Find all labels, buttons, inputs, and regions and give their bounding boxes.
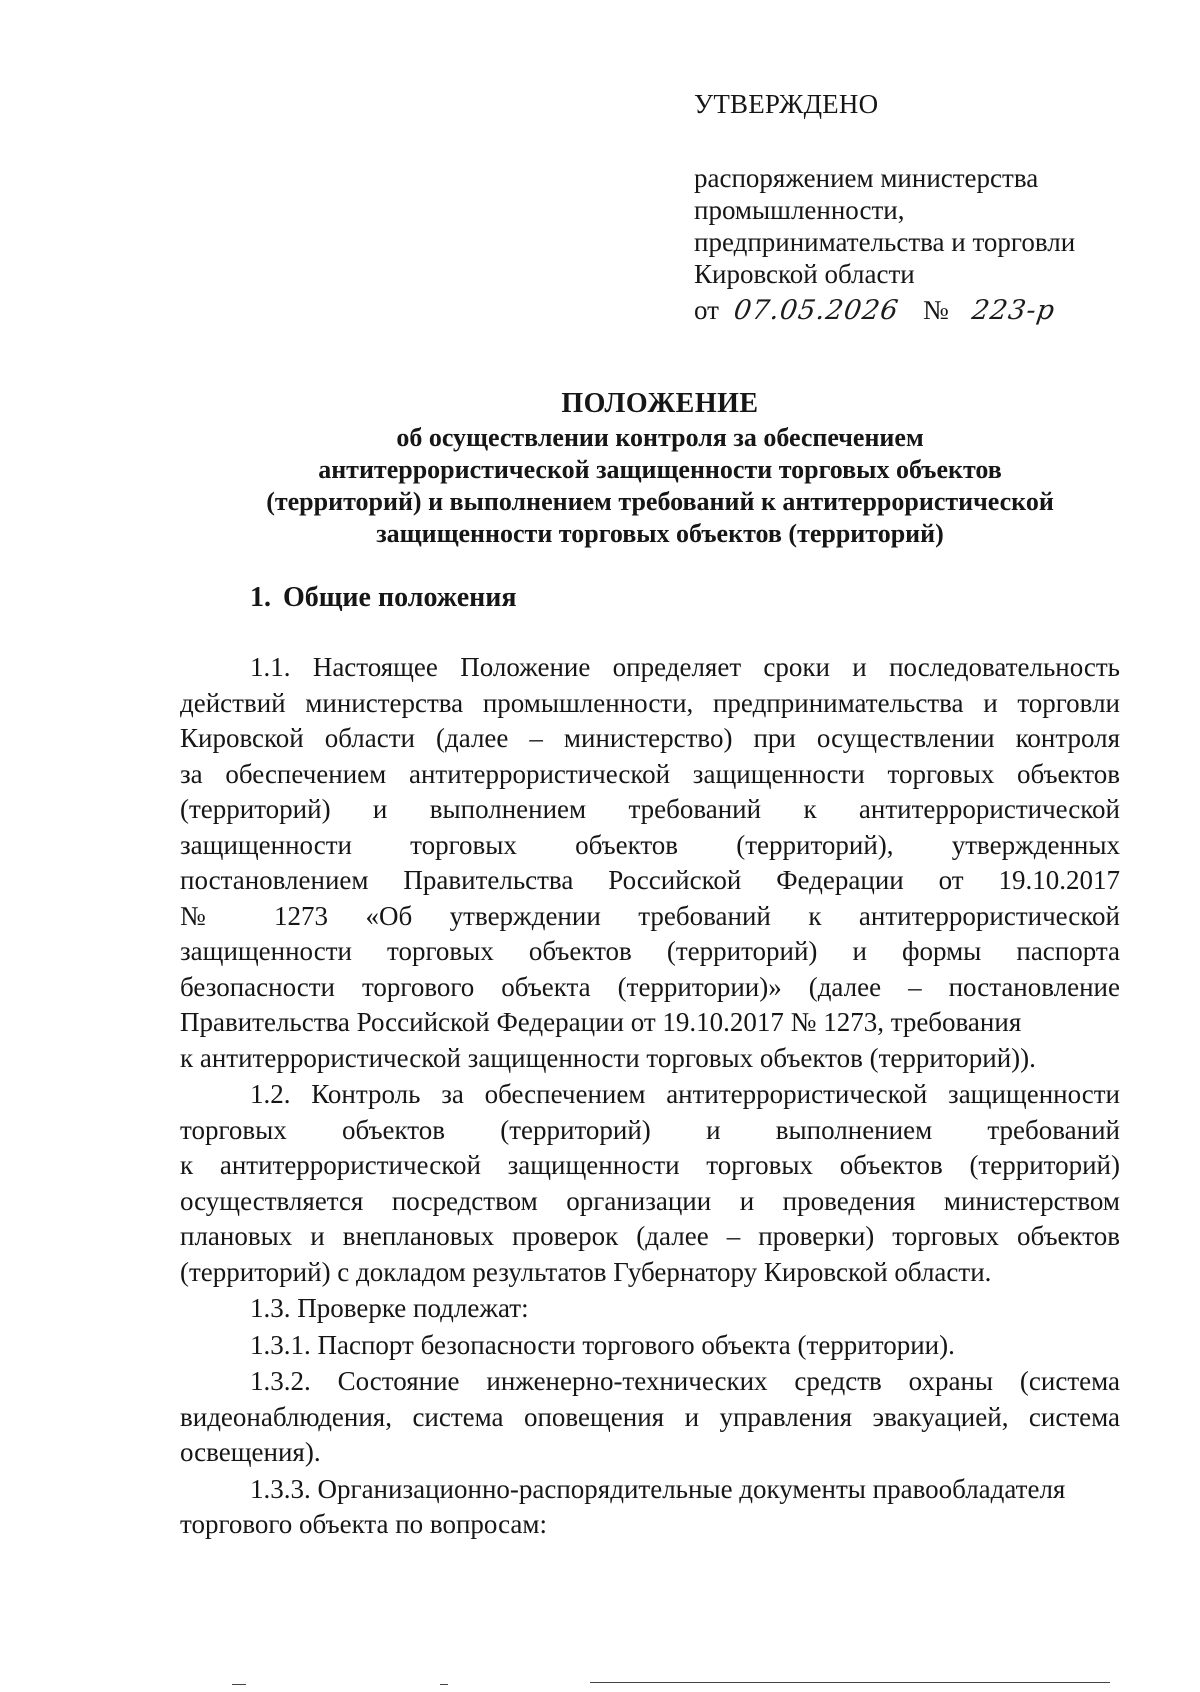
paragraph-1-2 bbox=[180, 1077, 1120, 1290]
text-line: 1.3.3. Организационно-распорядительные документы правообладателя bbox=[250, 1473, 1066, 1504]
approval-date-line bbox=[694, 290, 1154, 331]
document-title: ПОЛОЖЕНИЕ bbox=[561, 388, 759, 419]
scan-artifact bbox=[590, 1682, 1110, 1683]
body-text bbox=[180, 650, 1120, 1544]
date-prefix: от bbox=[694, 295, 719, 325]
approval-line: распоряжением министерства bbox=[694, 163, 1039, 193]
approval-line: предпринимательства и торговли bbox=[694, 227, 1076, 257]
text-line: Правительства Российской Федерации от 19.10.2017 № 1273, требования bbox=[180, 1007, 1022, 1037]
paragraph-1-3 bbox=[180, 1291, 1120, 1327]
scan-artifact bbox=[440, 1684, 448, 1685]
number-sign: № bbox=[923, 295, 949, 325]
text-line: 1.3.1. Паспорт безопасности торгового объекта (территории). bbox=[250, 1329, 955, 1360]
subtitle-line: (территорий) и выполнением требований к антитеррористической bbox=[266, 487, 1054, 516]
subtitle-line: защищенности торговых объектов (территорий) bbox=[376, 519, 944, 548]
paragraph-1-3-2 bbox=[180, 1364, 1120, 1471]
paragraph-1-1 bbox=[180, 650, 1120, 1076]
approval-line: Кировской области bbox=[694, 259, 915, 289]
subtitle-line: антитеррористической защищенности торговых объектов bbox=[318, 455, 1002, 484]
paragraph-1-3-3 bbox=[180, 1472, 1120, 1543]
document-subtitle bbox=[180, 422, 1140, 550]
text-line: видеонаблюдения, система оповещения и управления эвакуацией, система bbox=[180, 1401, 1120, 1432]
text-line: Кировской области (далее – министерство) при осуществлении контроля bbox=[180, 723, 1120, 753]
text-line: осуществляется посредством организации и проведения министерством bbox=[180, 1185, 1120, 1216]
text-line: торговых объектов (территорий) и выполнением требований bbox=[180, 1114, 1120, 1145]
approval-block bbox=[694, 86, 1154, 331]
text-line: защищенности торговых объектов (территорий) и формы паспорта bbox=[180, 936, 1120, 966]
text-line: 1.3.2. Состояние инженерно-технических средств охраны (система bbox=[250, 1366, 1120, 1396]
text-line: плановых и внеплановых проверок (далее – проверки) торговых объектов bbox=[180, 1221, 1120, 1251]
section-title: Общие положения bbox=[283, 582, 517, 613]
text-line: действий министерства промышленности, предпринимательства и торговли bbox=[180, 687, 1120, 718]
text-line: торгового объекта по вопросам: bbox=[180, 1509, 547, 1539]
text-line: безопасности торгового объекта (территории)» (далее – постановление bbox=[180, 971, 1120, 1002]
text-line: защищенности торговых объектов (территорий), утвержденных bbox=[180, 829, 1120, 860]
handwritten-date: 07.05.2026 bbox=[731, 295, 901, 326]
approval-line: промышленности, bbox=[694, 195, 905, 225]
handwritten-number: 223-р bbox=[969, 295, 1057, 326]
paragraph-1-3-1 bbox=[180, 1328, 1120, 1364]
text-line: освещения). bbox=[180, 1437, 321, 1467]
subtitle-line: об осуществлении контроля за обеспечением bbox=[396, 423, 924, 452]
text-line: постановлением Правительства Российской Федерации от 19.10.2017 bbox=[180, 865, 1120, 895]
scan-artifact bbox=[232, 1684, 246, 1685]
text-line: к антитеррористической защищенности торговых объектов (территорий)). bbox=[180, 1042, 1036, 1073]
approval-authority bbox=[694, 162, 1154, 331]
text-line: (территорий) с докладом результатов Губернатору Кировской области. bbox=[180, 1256, 992, 1287]
text-line: 1.1. Настоящее Положение определяет сроки и последовательность bbox=[250, 652, 1120, 682]
approval-heading: УТВЕРЖДЕНО bbox=[694, 89, 879, 119]
title-block bbox=[180, 386, 1140, 550]
text-line: к антитеррористической защищенности торговых объектов (территорий) bbox=[180, 1150, 1120, 1180]
text-line: (территорий) и выполнением требований к антитеррористической bbox=[180, 794, 1120, 824]
text-line: за обеспечением антитеррористической защищенности торговых объектов bbox=[180, 758, 1120, 789]
text-line: 1.2. Контроль за обеспечением антитеррористической защищенности bbox=[250, 1079, 1120, 1109]
section-heading bbox=[250, 580, 517, 616]
section-number: 1. bbox=[250, 582, 271, 613]
text-line: № 1273 «Об утверждении требований к антитеррористической bbox=[180, 900, 1120, 931]
text-line: 1.3. Проверке подлежат: bbox=[250, 1293, 529, 1323]
